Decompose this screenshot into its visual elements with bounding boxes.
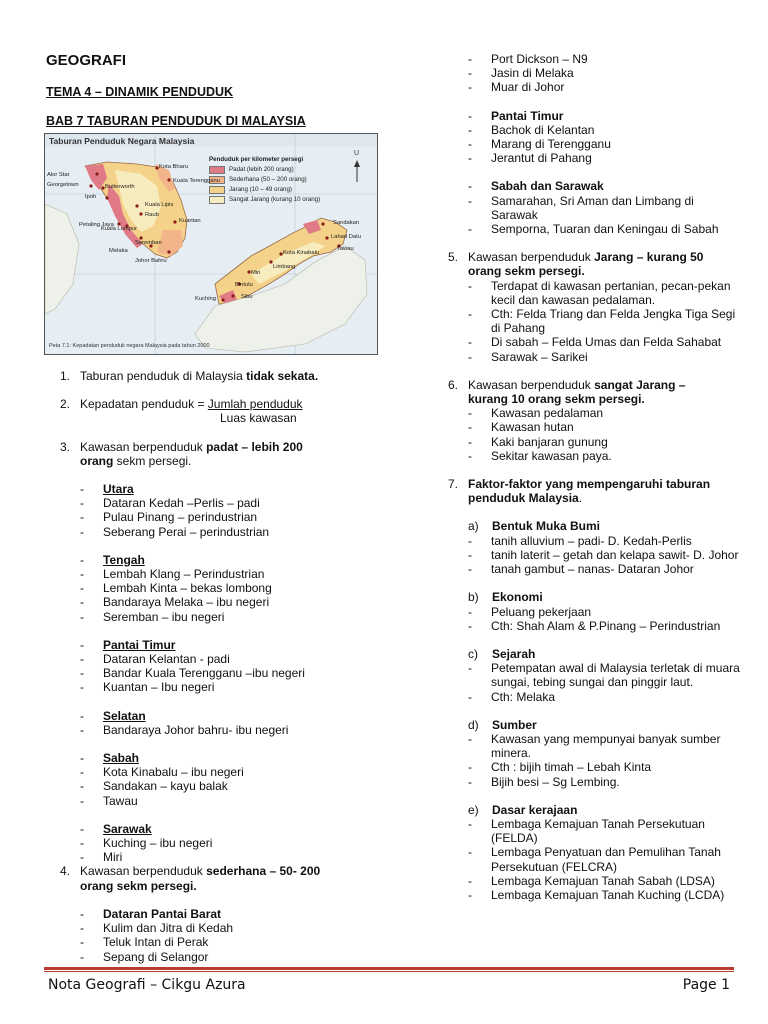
- footer-note: Nota Geografi – Cikgu Azura: [48, 977, 246, 993]
- point-4: 4. Kawasan berpenduduk sederhana – 50- 200 orang sekm persegi.: [59, 864, 321, 893]
- list-item: - Kawasan yang mempunyai banyak sumber minera.: [468, 731, 721, 761]
- factor-block: [432, 803, 742, 902]
- list-item: - Lembaga Penyatuan dan Pemulihan Tanah Persekutuan (FELCRA): [468, 845, 721, 874]
- list-item: - Petempatan awal di Malaysia terletak di muara sungai, tebing sungai dan pinggir laut.: [468, 661, 740, 690]
- section-heading: - Pantai Timur: [80, 637, 176, 652]
- factor-heading: b) Ekonomi: [468, 590, 543, 605]
- section-barat: [44, 907, 374, 964]
- place-label: Bintulu: [235, 282, 253, 288]
- formula-numerator: Jumlah penduduk: [207, 397, 303, 412]
- bullet-list: [432, 406, 742, 463]
- list-item: - Bachok di Kelantan: [468, 122, 595, 137]
- list-item: - Lembaga Kemajuan Tanah Kuching (LCDA): [468, 887, 725, 902]
- place-label: Kota Bharu: [159, 164, 189, 170]
- list-item: - Marang di Terengganu: [468, 137, 611, 152]
- list-item: - Kuantan – Ibu negeri: [80, 680, 215, 695]
- list-item: - tanih alluvium – padi- D. Kedah-Perlis: [468, 533, 692, 548]
- list-item: - Seremban – ibu negeri: [80, 609, 225, 624]
- section-sarawak: [44, 822, 374, 865]
- list-item: - Kawasan pedalaman: [468, 406, 604, 421]
- place-label: Butterworth: [105, 184, 135, 190]
- list-item: - Di sabah – Felda Umas dan Felda Sahabat: [468, 335, 722, 350]
- list-item: - Samarahan, Sri Aman dan Limbang di Sarawak: [468, 193, 694, 222]
- legend-entry: Padat (lebih 200 orang): [209, 166, 341, 174]
- bab-heading: BAB 7 TABURAN PENDUDUK DI MALAYSIA: [46, 114, 306, 128]
- section-heading: - Sarawak: [80, 821, 152, 836]
- list-item: - Bandar Kuala Terengganu –ibu negeri: [80, 666, 305, 681]
- factor-block: [432, 590, 742, 633]
- list-item: - Sekitar kawasan paya.: [468, 448, 612, 463]
- place-label: Sandakan: [333, 220, 360, 226]
- factor-block: [432, 718, 742, 789]
- tema-heading: TEMA 4 – DINAMIK PENDUDUK: [46, 85, 234, 99]
- legend-entry: Jarang (10 – 49 orang): [209, 186, 341, 194]
- list-item: - tanih laterit – getah dan kelapa sawit- D. Johor: [468, 547, 739, 562]
- place-label: Limbang: [273, 264, 296, 270]
- section-heading: - Selatan: [80, 708, 146, 723]
- factor-heading: c) Sejarah: [468, 646, 536, 661]
- section-heading: - Utara: [80, 482, 134, 497]
- list-item: - Terdapat di kawasan pertanian, pecan-pekan kecil dan kawasan pedalaman.: [468, 278, 731, 307]
- list-item: - Dataran Kelantan - padi: [80, 652, 230, 667]
- legend-list: [209, 166, 341, 204]
- list-item: - Seberang Perai – perindustrian: [80, 524, 270, 539]
- list-item: - Lembaga Kemajuan Tanah Sabah (LDSA): [468, 873, 715, 888]
- point-1: 1. Taburan penduduk di Malaysia tidak sekata.: [59, 369, 319, 383]
- list-item: - Lembah Kinta – bekas lombong: [80, 581, 272, 596]
- place-label: Georgetown: [47, 182, 79, 188]
- list-item: - Kuching – ibu negeri: [80, 836, 213, 851]
- section-selatan: [44, 709, 374, 737]
- list-item: - Cth : bijih timah – Lebah Kinta: [468, 760, 652, 775]
- place-label: Kuala Lipis: [145, 202, 174, 208]
- place-label: Johor Bahru: [135, 258, 167, 264]
- factor-heading: a) Bentuk Muka Bumi: [468, 519, 601, 534]
- place-label: Raub: [145, 212, 159, 218]
- place-label: Tawau: [337, 246, 354, 252]
- list-item: - Sepang di Selangor: [80, 949, 209, 964]
- factor-heading: d) Sumber: [468, 717, 537, 732]
- section-sabahsarawak: [432, 179, 742, 236]
- place-label: Ipoh: [85, 194, 97, 200]
- legend-swatch: [209, 166, 225, 174]
- list-item: - Bandaraya Melaka – ibu negeri: [80, 595, 270, 610]
- legend-swatch: [209, 196, 225, 204]
- map-caption: Peta 7.1: Kepadatan penduduk negara Malaysia pada tahun 2000: [49, 343, 210, 349]
- list-item: - Jerantut di Pahang: [468, 151, 592, 166]
- list-item: - Lembaga Kemajuan Tanah Persekutuan (FELDA): [468, 816, 705, 846]
- list-item: - Kota Kinabalu – ibu negeri: [80, 765, 244, 780]
- place-label: Miri: [251, 270, 261, 276]
- map-title: Taburan Penduduk Negara Malaysia: [49, 136, 195, 146]
- list-item: - Cth: Felda Triang dan Felda Jengka Tiga Segi di Pahang: [468, 307, 736, 336]
- list-item: - Semporna, Tuaran dan Keningau di Sabah: [468, 222, 719, 237]
- list-item: - Miri: [80, 850, 123, 865]
- north-label: U: [354, 150, 360, 157]
- list-item: - Lembah Klang – Perindustrian: [80, 567, 265, 582]
- section-tengah: [44, 553, 374, 624]
- factor-heading: e) Dasar kerajaan: [468, 802, 578, 817]
- list-item: - Pulau Pinang – perindustrian: [80, 510, 258, 525]
- place-label: Lahad Datu: [331, 234, 361, 240]
- list-item: - tanah gambut – nanas- Dataran Johor: [468, 562, 694, 577]
- place-label: Kuching: [195, 296, 216, 302]
- list-item: - Port Dickson – N9: [468, 52, 588, 66]
- list-item: - Kawasan hutan: [468, 420, 574, 435]
- section-heading: - Sabah: [80, 751, 140, 766]
- section-utara: [44, 482, 374, 539]
- list-item: - Sarawak – Sarikei: [468, 349, 588, 364]
- place-label: Alor Star: [47, 172, 70, 178]
- place-label: Seremban: [135, 240, 162, 246]
- point-7: 7. Faktor-faktor yang mempengaruhi taburan penduduk Malaysia.: [447, 477, 711, 506]
- list-item: - Teluk Intan di Perak: [80, 935, 209, 950]
- formula-denominator: Luas kawasan: [220, 411, 297, 426]
- footer-rule-thin: [44, 971, 734, 972]
- list-item: - Bijih besi – Sg Lembing.: [468, 774, 620, 789]
- section-sabah: [44, 751, 374, 808]
- legend-entry: Sederhana (50 – 200 orang): [209, 176, 341, 184]
- place-label: Kuala Lumpur: [101, 226, 138, 232]
- place-label: Kuala Terengganu: [173, 178, 220, 184]
- list-item: - Muar di Johor: [468, 80, 565, 95]
- continued-list: [432, 52, 742, 95]
- factor-block: [432, 647, 742, 704]
- list-item: - Tawau: [80, 793, 138, 808]
- list-item: - Bandaraya Johor bahru- ibu negeri: [80, 722, 289, 737]
- section-timur: [44, 638, 374, 695]
- point-6: 6. Kawasan berpenduduk sangat Jarang – kurang 10 orang sekm persegi.: [447, 377, 686, 407]
- page-number: Page 1: [682, 977, 730, 993]
- list-item: - Peluang pekerjaan: [468, 604, 592, 619]
- legend-entry: Sangat Jarang (kurang 10 orang): [209, 196, 341, 204]
- section-heading: - Tengah: [80, 552, 145, 567]
- list-item: - Jasin di Melaka: [468, 66, 574, 81]
- place-label: Petaling Jaya: [79, 222, 114, 228]
- section-heading: - Pantai Timur: [468, 108, 564, 123]
- section-heading: - Sabah dan Sarawak: [468, 179, 604, 194]
- document-title: GEOGRAFI: [46, 52, 127, 69]
- list-item: - Dataran Kedah –Perlis – padi: [80, 496, 260, 511]
- place-label: Melaka: [109, 248, 128, 254]
- list-item: - Sandakan – kayu balak: [80, 779, 228, 794]
- point-2: 2. Kepadatan penduduk = Jumlah penduduk Luas kawasan: [59, 397, 303, 426]
- factor-block: [432, 519, 742, 576]
- place-label: Sibu: [241, 294, 253, 300]
- place-label: Kota Kinabalu: [283, 250, 320, 256]
- map-legend: [209, 156, 341, 204]
- section-timur: [432, 109, 742, 166]
- section-heading: - Dataran Pantai Barat: [80, 906, 222, 921]
- list-item: - Cth: Shah Alam & P.Pinang – Perindustrian: [468, 618, 721, 633]
- list-item: - Cth: Melaka: [468, 689, 556, 704]
- point-3: 3. Kawasan berpenduduk padat – lebih 200 orang sekm persegi.: [59, 439, 303, 468]
- list-item: - Kulim dan Jitra di Kedah: [80, 921, 234, 936]
- footer-rule: [44, 967, 734, 970]
- factor-list: [432, 519, 742, 902]
- list-item: - Kaki banjaran gunung: [468, 434, 608, 449]
- population-map: [44, 133, 378, 355]
- legend-title: Penduduk per kilometer persegi: [209, 156, 304, 163]
- legend-swatch: [209, 186, 225, 194]
- place-label: Kuantan: [179, 218, 201, 224]
- point-5: 5. Kawasan berpenduduk Jarang – kurang 50 orang sekm persegi.: [447, 250, 704, 279]
- right-column: [432, 52, 742, 902]
- left-column: [44, 369, 374, 964]
- bullet-list: [432, 279, 742, 364]
